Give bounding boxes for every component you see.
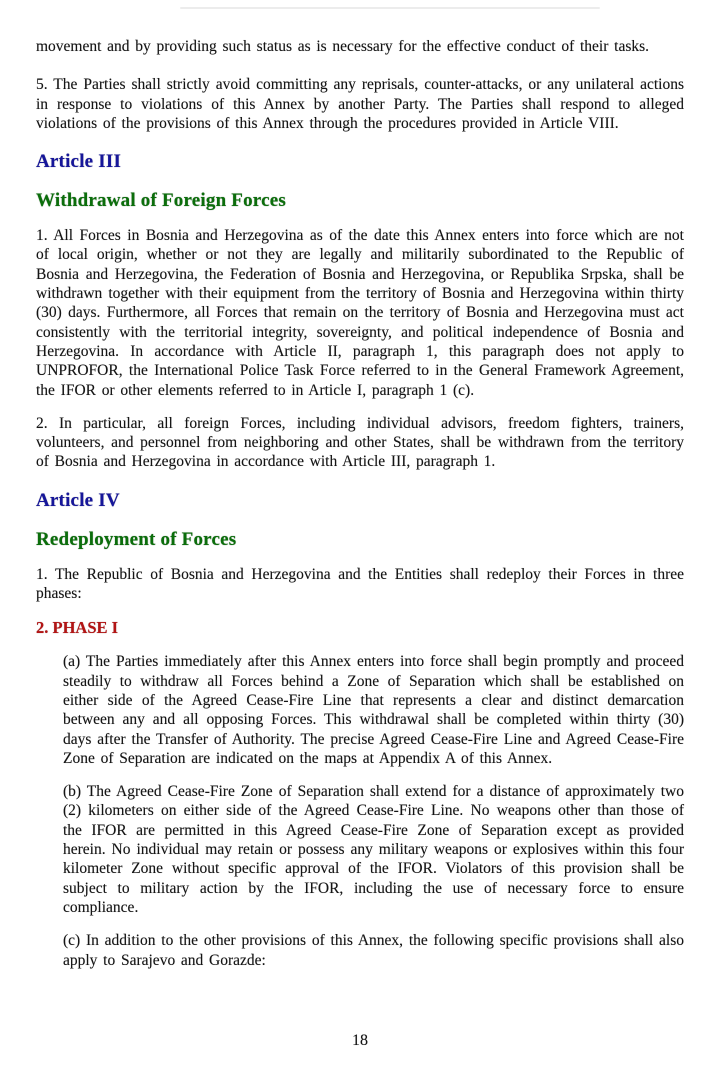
phase-i-paragraph-a: (a) The Parties immediately after this Annex enters into force shall begin promptly and proceed steadily to withdraw all Forces behind a Zone of Separation which shall be established on either side of the Agreed Cease-Fire Line that represents a clear and distinct demarcation between any and all opposing Forces. This withdrawal shall be completed within thirty (30) days after the Transfer of Authority. The precise Agreed Cease-Fire Line and Agreed Cease-Fire Zone of Separation are indicated on the maps at Appendix A of this Annex. [63,653,684,767]
article-iv-subheading: Redeployment of Forces [36,528,237,550]
scan-smudge-artifact [180,7,600,9]
article-iv-paragraph-1: 1. The Republic of Bosnia and Herzegovina and the Entities shall redeploy their Forces in three phases: [36,565,684,603]
article-iii-paragraph-1: 1. All Forces in Bosnia and Herzegovina as of the date this Annex enters into force which are not of local origin, whether or not they are legally and militarily subordinated to the Republic of Bosnia and Herzegovina, the Federation of Bosnia and Herzegovina, or Republika Srpska, shall be withdrawn together with their equipment from the territory of Bosnia and Herzegovina within thirty (30) days. Furthermore, all Forces that remain on the territory of Bosnia and Herzegovina must act consistently with the territorial integrity, sovereignty, and political independence of Bosnia and Herzegovina. In accordance with Article II, paragraph 1, this paragraph does not apply to UNPROFOR, the International Police Task Force referred to in the General Framework Agreement, the IFOR or other elements referred to in Article I, paragraph 1 (c). [36,227,684,399]
carryover-paragraph: movement and by providing such status as is necessary for the effective conduct of their tasks. [36,38,650,55]
page-number: 18 [352,1032,368,1049]
paragraph-5: 5. The Parties shall strictly avoid committing any reprisals, counter-attacks, or any unilateral actions in response to violations of this Annex by another Party. The Parties shall respond to alleged violations of the provisions of this Annex through the procedures provided in Article VIII. [36,76,684,132]
article-iii-heading: Article III [36,151,122,173]
article-iii-paragraph-2: 2. In particular, all foreign Forces, including individual advisors, freedom fighters, trainers, volunteers, and personnel from neighboring and other States, shall be withdrawn from the territory of Bosnia and Herzegovina in accordance with Article III, paragraph 1. [36,414,684,471]
article-iii-subheading: Withdrawal of Foreign Forces [36,190,286,212]
article-iv-heading: Article IV [36,489,120,511]
phase-i-paragraph-b: (b) The Agreed Cease-Fire Zone of Separation shall extend for a distance of approximately two (2) kilometers on either side of the Agreed Cease-Fire Line. No weapons other than those of the IFOR are permitted in this Agreed Cease-Fire Zone of Separation except as provided herein. No individual may retain or possess any military weapons or explosives within this four kilometer Zone without specific approval of the IFOR. Violators of this provision shall be subject to military action by the IFOR, including the use of necessary force to ensure compliance. [63,783,684,916]
phase-i-paragraph-c: (c) In addition to the other provisions of this Annex, the following specific provisions shall also apply to Sarajevo and Gorazde: [63,932,684,969]
phase-i-heading: 2. PHASE I [36,618,119,638]
